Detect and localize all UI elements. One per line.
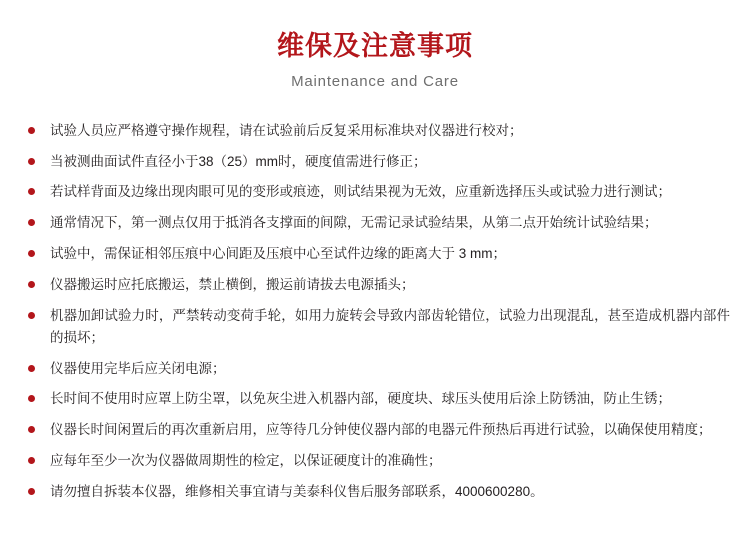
list-item-text: 若试样背面及边缘出现肉眼可见的变形或痕迹，则试结果视为无效，应重新选择压头或试验力进行测试； [50, 184, 671, 200]
list-item [22, 388, 730, 410]
page-header [0, 0, 750, 90]
list-item-text: 应每年至少一次为仪器做周期性的检定，以保证硬度计的准确性； [50, 453, 442, 469]
bullet-dot-icon [28, 188, 35, 195]
list-item [22, 181, 730, 203]
list-item [22, 212, 730, 234]
list-item-text: 长时间不使用时应罩上防尘罩，以免灰尘进入机器内部，硬度块、球压头使用后涂上防锈油，防止生锈； [50, 391, 671, 407]
bullet-dot-icon [28, 219, 35, 226]
list-item [22, 120, 730, 142]
list-item [22, 305, 730, 349]
list-item-text: 试验人员应严格遵守操作规程，请在试验前后反复采用标准块对仪器进行校对； [50, 122, 523, 138]
bullet-dot-icon [28, 365, 35, 372]
bullet-dot-icon [28, 281, 35, 288]
list-item-text: 试验中，需保证相邻压痕中心间距及压痕中心至试件边缘的距离大于 3 mm； [50, 246, 506, 262]
maintenance-notes-list [0, 120, 750, 503]
bullet-dot-icon [28, 312, 35, 319]
page-title-en: Maintenance and Care [291, 72, 459, 90]
list-item [22, 243, 730, 265]
bullet-dot-icon [28, 127, 35, 134]
list-item [22, 358, 730, 380]
list-item-text: 仪器长时间闲置后的再次重新启用，应等待几分钟使仪器内部的电器元件预热后再进行试验，以确保使用精度； [50, 422, 712, 438]
bullet-dot-icon [28, 158, 35, 165]
list-item [22, 274, 730, 296]
bullet-dot-icon [28, 457, 35, 464]
list-item-text: 请勿擅自拆装本仪器，维修相关事宜请与美泰科仪售后服务部联系，4000600280。 [50, 484, 544, 500]
list-item-text: 当被测曲面试件直径小于38（25）mm时，硬度值需进行修正； [50, 153, 427, 169]
bullet-dot-icon [28, 488, 35, 495]
bullet-dot-icon [28, 395, 35, 402]
list-item [22, 419, 730, 441]
bullet-dot-icon [28, 426, 35, 433]
list-item-text: 通常情况下，第一测点仅用于抵消各支撑面的间隙，无需记录试验结果，从第二点开始统计试验结果； [50, 215, 658, 231]
page-title-cn: 维保及注意事项 [277, 31, 473, 61]
bullet-dot-icon [28, 250, 35, 257]
list-item-text: 仪器搬运时应托底搬运，禁止横倒，搬运前请拔去电源插头； [50, 277, 415, 293]
list-item [22, 481, 730, 503]
list-item [22, 450, 730, 472]
list-item-text: 机器加卸试验力时，严禁转动变荷手轮，如用力旋转会导致内部齿轮错位，试验力出现混乱，甚至造成机器内部件的损坏； [50, 307, 730, 345]
list-item-text: 仪器使用完毕后应关闭电源； [50, 360, 226, 376]
list-item [22, 151, 730, 173]
